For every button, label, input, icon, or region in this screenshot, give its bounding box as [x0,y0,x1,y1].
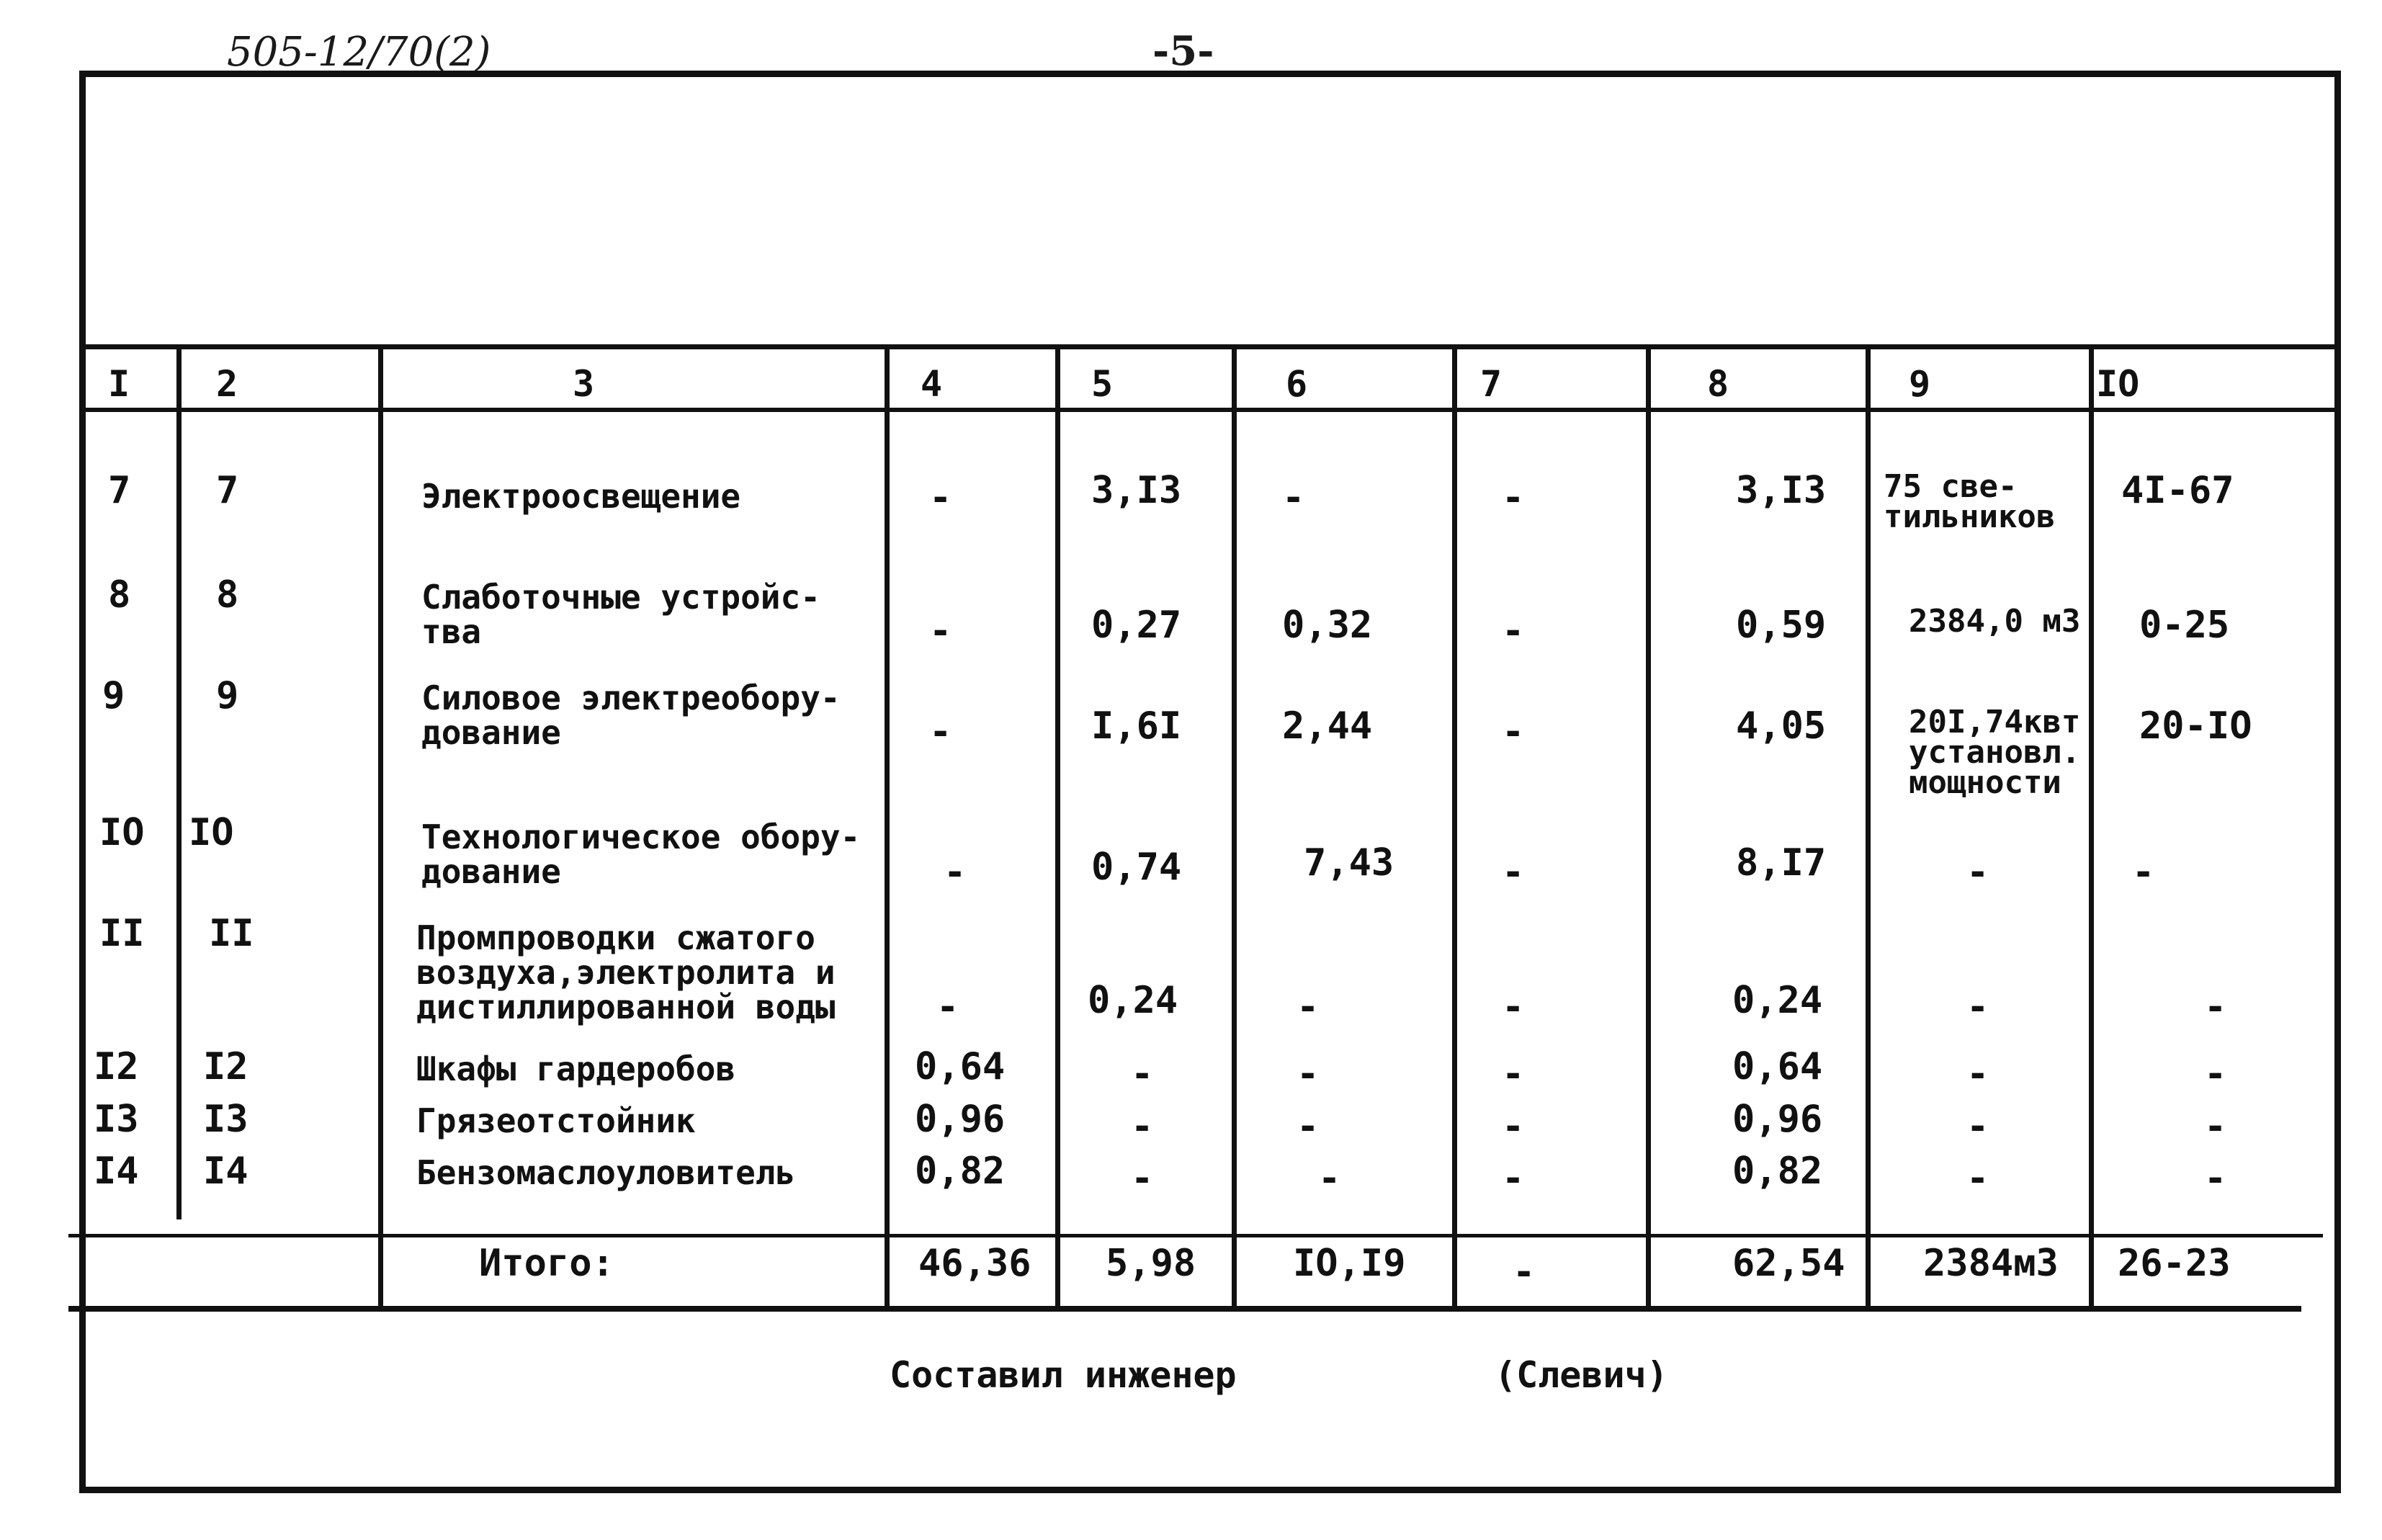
col-divider-4 [1055,349,1060,1307]
table-cell: - [936,985,959,1029]
table-cell: - [1502,1105,1525,1148]
col-header: 9 [1909,363,1931,405]
table-cell: - [1297,985,1320,1029]
table-cell-num: I3 [203,1098,249,1141]
table-cell: - [2204,1157,2227,1200]
table-cell: 0,24 [1088,979,1178,1022]
table-cell-name: Шкафы гардеробов [416,1049,736,1088]
col-divider-7 [1646,349,1651,1307]
table-cell-num: II [209,912,254,955]
col-header: 6 [1286,363,1308,405]
table-cell: 4I-67 [2121,469,2234,512]
total-cell: IO,I9 [1293,1242,1406,1285]
table-cell: - [1966,1105,1989,1148]
table-cell-name: Слаботочные устройс- тва [421,578,820,651]
total-cell: - [1513,1250,1536,1294]
table-cell: - [2132,851,2155,894]
table-cell: - [1502,609,1525,653]
table-cell: 2,44 [1282,704,1373,748]
table-cell: 7,43 [1304,841,1394,885]
table-cell: 0,96 [1732,1098,1823,1141]
table-cell-num: I4 [203,1150,249,1193]
col-divider-1 [176,344,182,1219]
table-cell: - [944,851,967,894]
table-cell-num: II [99,912,145,955]
table-cell-note: 2384,0 м3 [1909,603,2081,640]
table-cell: - [1966,1157,1989,1200]
total-cell: 2384м3 [1923,1242,2059,1285]
table-cell: - [1966,851,1989,894]
table-cell: - [1131,1157,1154,1200]
table-cell-name: Грязеотстойник [416,1101,696,1140]
table-cell: I,6I [1091,704,1182,748]
header-top-rule [79,344,2341,349]
table-cell: 0-25 [2139,604,2230,647]
table-cell-num: 8 [108,573,131,617]
table-cell: 3,I3 [1736,469,1827,512]
table-cell: 8,I7 [1736,841,1827,885]
table-cell: - [929,476,952,519]
table-cell-num: 8 [216,573,239,617]
table-cell-num: IO [189,811,234,854]
total-top-rule [68,1234,2323,1237]
table-cell: 20-IO [2139,704,2252,748]
table-cell-num: 9 [216,674,239,717]
table-cell-num: I4 [94,1150,139,1193]
table-cell-name: Промпроводки сжатого воздуха,электролита и дистиллированной воды [416,918,836,1026]
col-header: 7 [1480,363,1503,405]
table-cell: 0,59 [1736,604,1827,647]
table-cell-name: Бензомаслоуловитель [416,1153,796,1192]
table-cell-name: Силовое электреобору- дование [421,679,841,752]
table-cell: - [1966,985,1989,1029]
table-cell: - [929,609,952,653]
table-cell: - [2204,985,2227,1029]
table-cell: - [2204,1052,2227,1096]
table-cell: - [1502,851,1525,894]
table-cell-num: I2 [203,1045,249,1088]
total-cell: 46,36 [918,1242,1031,1285]
table-cell-num: IO [99,811,145,854]
document-code: 505-12/70(2) [227,29,491,76]
total-bottom-rule [68,1306,2301,1312]
table-cell-name: Электроосвещение [421,477,741,516]
table-cell: - [1502,476,1525,519]
col-divider-6 [1452,349,1457,1307]
table-cell: - [1131,1105,1154,1148]
table-cell-num: I2 [94,1045,139,1088]
page-number: -5- [1152,27,1214,75]
table-cell: - [929,710,952,753]
table-cell: - [1282,476,1305,519]
col-divider-9 [2089,349,2094,1307]
table-cell: 0,24 [1732,979,1823,1022]
header-bottom-rule [79,408,2341,412]
table-cell: 0,82 [915,1150,1006,1193]
compiler-name: (Слевич) [1495,1354,1668,1396]
table-cell: 0,32 [1282,604,1373,647]
col-divider-3 [885,349,890,1307]
table-cell-name: Технологическое обору- дование [421,818,861,891]
table-cell: 0,27 [1091,604,1182,647]
total-cell: 5,98 [1106,1242,1196,1285]
table-cell: - [1297,1052,1320,1096]
table-cell: - [1318,1157,1341,1200]
table-cell-note: 20I,74квт установл. мощности [1909,704,2081,801]
table-cell-num: I3 [94,1098,139,1141]
table-cell: 3,I3 [1091,469,1182,512]
col-divider-2 [378,349,383,1307]
col-header: 4 [921,363,943,405]
col-header: 2 [216,363,238,405]
table-cell-num: 7 [216,469,239,512]
table-cell-num: 9 [102,674,125,717]
col-header: I [108,363,130,405]
table-cell: - [1131,1052,1154,1096]
table-cell: - [1502,710,1525,753]
col-header: 5 [1091,363,1114,405]
table-cell: - [1297,1105,1320,1148]
table-cell: - [1966,1052,1989,1096]
total-cell: 62,54 [1732,1242,1845,1285]
table-cell: 0,74 [1091,846,1182,889]
table-cell-num: 7 [108,469,131,512]
table-cell: 0,96 [915,1098,1006,1141]
table-cell: - [1502,1157,1525,1200]
table-cell: 0,82 [1732,1150,1823,1193]
col-divider-8 [1866,349,1871,1307]
compiled-by-label: Составил инженер [890,1354,1237,1396]
col-header: IO [2096,363,2140,405]
table-cell: - [1502,1052,1525,1096]
table-cell: 0,64 [915,1045,1006,1088]
table-cell-note: 75 све- тильников [1884,468,2056,535]
table-cell: - [2204,1105,2227,1148]
col-header: 8 [1707,363,1729,405]
total-label: Итого: [479,1242,614,1285]
total-cell: 26-23 [2118,1242,2231,1285]
table-cell: 0,64 [1732,1045,1823,1088]
table-cell: 4,05 [1736,704,1827,748]
col-header: 3 [573,363,595,405]
table-cell: - [1502,985,1525,1029]
col-divider-5 [1232,349,1237,1307]
